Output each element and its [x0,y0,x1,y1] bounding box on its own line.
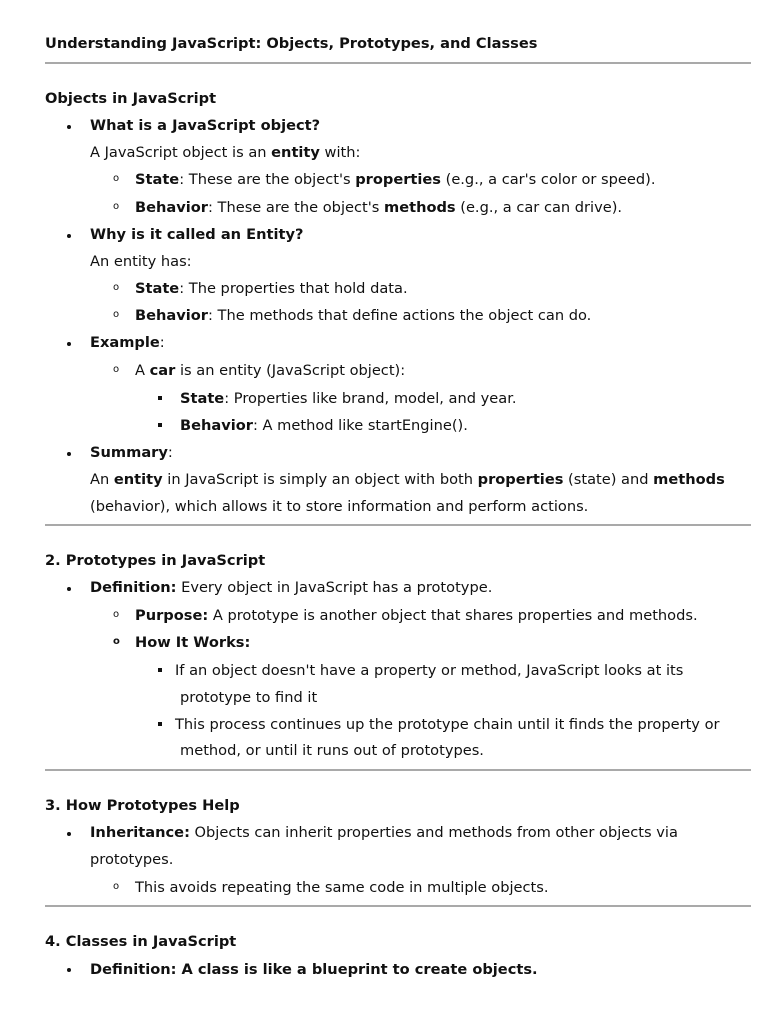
bullet-circle: o [113,609,120,620]
section-heading-how-prototypes-help: 3. How Prototypes Help [45,797,240,814]
bullet-square [158,396,162,400]
how-item-1-line-1: If an object doesn't have a property or method, JavaScript looks at its [175,662,684,679]
bullet-square [158,668,162,672]
example-car-item: A car is an entity (JavaScript object): [135,362,406,379]
bullet-example: Example: [90,334,165,351]
section-divider [45,769,751,771]
how-item-2-line-1: This process continues up the prototype chain until it finds the property or [175,716,720,733]
inheritance-line-1: Inheritance: Objects can inherit properties and methods from other objects via [90,824,678,841]
object-state-item: State: These are the object's properties (e.g., a car's color or speed). [135,171,656,188]
bullet-summary: Summary: [90,444,173,461]
prototype-purpose: Purpose: A prototype is another object that shares properties and methods. [135,607,698,624]
bullet-circle: o [113,309,120,320]
summary-line-1: An entity in JavaScript is simply an object with both properties (state) and methods [90,471,725,488]
bullet-circle: o [113,881,120,892]
bullet-disc [67,587,71,591]
document-title: Understanding JavaScript: Objects, Prototypes, and Classes [45,35,538,52]
inheritance-line-2: prototypes. [90,851,174,868]
bullet-disc [67,125,71,129]
how-item-2-line-2: method, or until it runs out of prototypes. [180,742,484,759]
class-definition: Definition: A class is like a blueprint to create objects. [90,961,538,978]
object-behavior-item: Behavior: These are the object's methods (e.g., a car can drive). [135,199,623,216]
bullet-what-is-object: What is a JavaScript object? [90,117,321,134]
section-heading-objects: Objects in JavaScript [45,90,217,107]
section-divider [45,524,751,526]
bullet-square [158,722,162,726]
bullet-circle: o [113,173,120,184]
bullet-square [158,423,162,427]
bullet-circle: o [113,201,120,212]
section-divider [45,905,751,907]
inheritance-sub-item: This avoids repeating the same code in multiple objects. [135,879,549,896]
bullet-disc [67,342,71,346]
section-heading-classes: 4. Classes in JavaScript [45,933,237,950]
prototype-definition: Definition: Every object in JavaScript has a prototype. [90,579,493,596]
prototype-how-it-works: How It Works: [135,634,251,651]
bullet-disc [67,832,71,836]
example-state-item: State: Properties like brand, model, and year. [180,390,517,407]
bullet-circle: o [113,364,120,375]
entity-state-item: State: The properties that hold data. [135,280,408,297]
entity-behavior-item: Behavior: The methods that define actions the object can do. [135,307,592,324]
section-heading-prototypes: 2. Prototypes in JavaScript [45,552,266,569]
summary-line-2: (behavior), which allows it to store information and perform actions. [90,498,589,515]
bullet-disc [67,234,71,238]
how-item-1-line-2: prototype to find it [180,689,318,706]
bullet-disc [67,968,71,972]
bullet-disc [67,452,71,456]
bullet-circle: o [113,636,120,647]
title-divider [45,62,751,64]
bullet-why-entity: Why is it called an Entity? [90,226,304,243]
example-behavior-item: Behavior: A method like startEngine(). [180,417,468,434]
bullet-circle: o [113,282,120,293]
object-intro-line: A JavaScript object is an entity with: [90,144,361,161]
entity-intro-line: An entity has: [90,253,192,270]
